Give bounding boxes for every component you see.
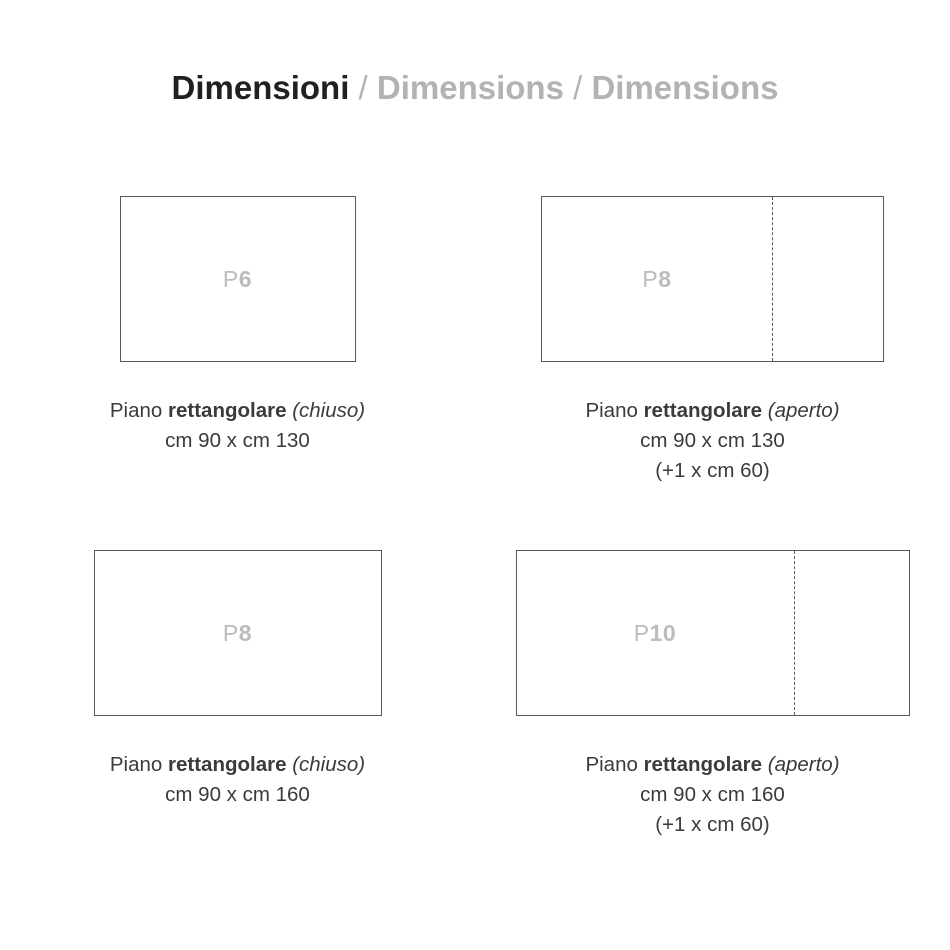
figure-p8-closed-caption — [110, 750, 365, 810]
tabletop-code-number: 10 — [649, 619, 677, 646]
page-title-primary: Dimensioni — [171, 69, 350, 106]
extension-leaf-divider-icon — [772, 197, 773, 361]
caption-line-2: cm 90 x cm 160 — [165, 783, 310, 806]
tabletop-code-prefix: P — [222, 265, 239, 292]
page-title-separator-2: / — [563, 69, 592, 106]
figure-p10-open-shape-wrap — [516, 550, 910, 716]
caption-italic: (aperto) — [762, 753, 840, 776]
caption-line-3: (+1 x cm 60) — [655, 459, 770, 482]
caption-line-2: cm 90 x cm 160 — [640, 783, 785, 806]
figure-p6-closed-shape-wrap — [120, 196, 356, 362]
figure-p6-closed — [0, 196, 475, 486]
figures-row-2 — [0, 550, 950, 840]
caption-bold: rettangolare — [643, 399, 763, 422]
caption-bold: rettangolare — [643, 753, 763, 776]
tabletop-code-label-wrap — [517, 551, 794, 715]
caption-italic: (chiuso) — [286, 753, 366, 776]
tabletop-code-label — [642, 266, 671, 293]
figures-grid — [0, 196, 950, 840]
figure-p8-open-caption — [585, 396, 839, 486]
caption-line-1 — [110, 396, 365, 426]
caption-line-2: cm 90 x cm 130 — [165, 429, 310, 452]
caption-line-2: cm 90 x cm 130 — [640, 429, 785, 452]
figures-row-1 — [0, 196, 950, 486]
tabletop-code-prefix: P — [222, 619, 239, 646]
caption-line-1 — [585, 750, 839, 780]
page-title-tertiary: Dimensions — [591, 69, 779, 106]
tabletop-rectangle-closed — [120, 196, 356, 362]
figure-p8-open — [475, 196, 950, 486]
figure-p8-closed-shape-wrap — [94, 550, 382, 716]
caption-bold: rettangolare — [168, 399, 287, 422]
figure-p10-open-caption — [585, 750, 839, 840]
caption-italic: (chiuso) — [286, 399, 366, 422]
caption-line-1 — [110, 750, 365, 780]
caption-pre: Piano — [109, 399, 169, 422]
figure-p8-open-shape-wrap — [541, 196, 884, 362]
caption-pre: Piano — [585, 753, 644, 776]
tabletop-code-label — [223, 266, 252, 293]
page-title-separator-1: / — [349, 69, 377, 106]
tabletop-code-label-wrap — [542, 197, 772, 361]
caption-italic: (aperto) — [762, 399, 840, 422]
caption-line-1 — [585, 396, 839, 426]
caption-line-3: (+1 x cm 60) — [655, 813, 770, 836]
tabletop-code-number: 8 — [238, 619, 253, 646]
tabletop-rectangle-open — [541, 196, 884, 362]
caption-pre: Piano — [109, 753, 169, 776]
tabletop-rectangle-open — [516, 550, 910, 716]
caption-bold: rettangolare — [168, 753, 287, 776]
page-title-secondary: Dimensions — [376, 69, 564, 106]
tabletop-code-label — [223, 620, 252, 647]
figure-p6-closed-caption — [110, 396, 365, 456]
tabletop-rectangle-closed — [94, 550, 382, 716]
extension-leaf-divider-icon — [794, 551, 795, 715]
tabletop-code-prefix: P — [633, 619, 650, 646]
caption-pre: Piano — [585, 399, 644, 422]
tabletop-code-prefix: P — [642, 265, 659, 292]
figure-p10-open — [475, 550, 950, 840]
tabletop-code-number: 6 — [238, 265, 253, 292]
figure-p8-closed — [0, 550, 475, 840]
tabletop-code-number: 8 — [658, 265, 672, 292]
page-title — [0, 68, 950, 108]
tabletop-code-label — [634, 620, 676, 647]
